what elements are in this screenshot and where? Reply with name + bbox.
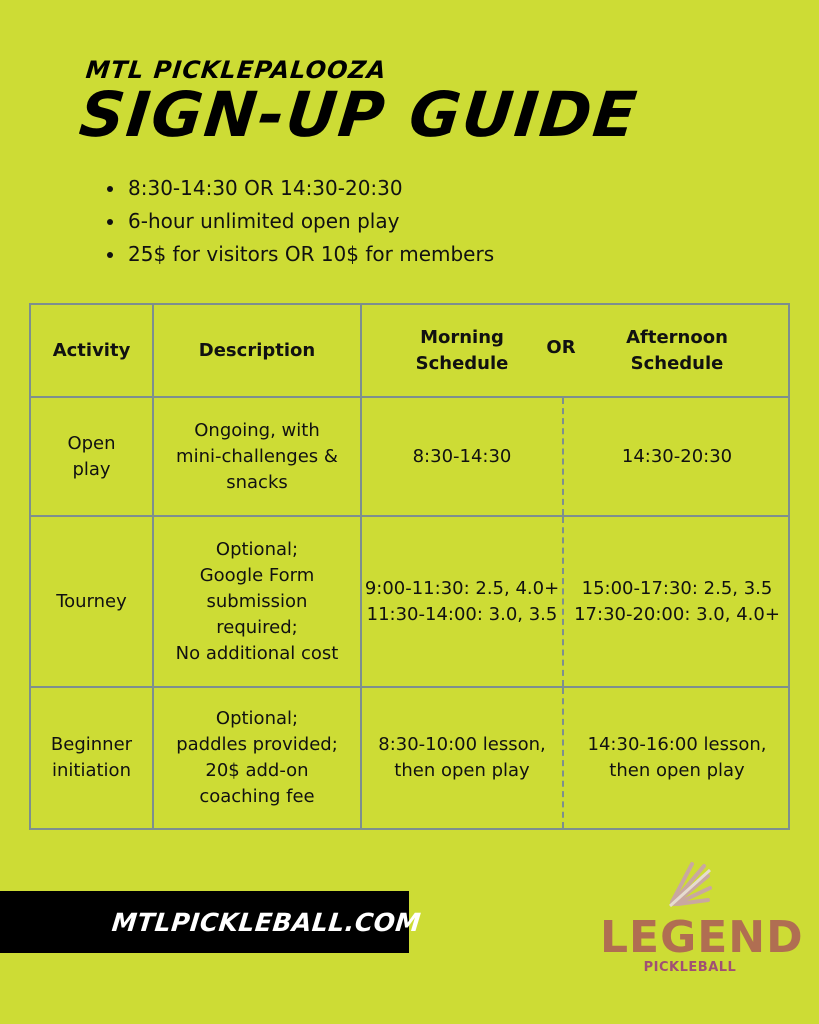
cell-activity: Open play [67, 432, 116, 480]
website-banner[interactable] [0, 891, 423, 953]
cell-afternoon: 14:30-16:00 lesson, then open play [587, 734, 767, 781]
cell-activity: Beginner initiation [50, 734, 133, 781]
header-activity: Activity [52, 339, 131, 361]
cell-description: Optional; Google Form submission required; No additional cost [175, 538, 339, 664]
cell-afternoon: 15:00-17:30: 2.5, 3.5 17:30-20:00: 3.0, 4.0+ [574, 577, 780, 625]
schedule-table [29, 303, 790, 830]
pickleball-fan-icon [664, 860, 716, 908]
cell-morning: 9:00-11:30: 2.5, 4.0+ 11:30-14:00: 3.0, 3.5 [364, 577, 560, 625]
list-item: • 8:30-14:30 OR 14:30-20:30 [126, 172, 494, 205]
header-morning: Morning Schedule [415, 326, 509, 374]
legend-pickleball-logo [600, 860, 804, 980]
cell-description: Optional; paddles provided; 20$ add-on coaching fee [176, 708, 338, 807]
cell-morning: 8:30-14:30 [412, 445, 512, 467]
cell-afternoon: 14:30-20:30 [621, 445, 733, 467]
logo-word: LEGEND [600, 912, 804, 963]
cell-activity: Tourney [56, 590, 127, 612]
list-item: • 6-hour unlimited open play [126, 205, 494, 238]
website-link[interactable]: MTLPICKLEBALL.COM [110, 907, 423, 937]
logo-subword: PICKLEBALL [643, 960, 737, 975]
header-afternoon: Afternoon Schedule [626, 326, 728, 374]
header-or: OR [546, 337, 576, 358]
header-description: Description [198, 339, 316, 361]
list-item: • 25$ for visitors OR 10$ for members [126, 238, 494, 271]
cell-description: Ongoing, with mini-challenges & snacks [176, 419, 338, 493]
info-list [104, 172, 494, 271]
cell-morning: 8:30-10:00 lesson, then open play [378, 734, 546, 781]
event-kicker: MTL PICKLEPALOOZA [84, 56, 388, 84]
page-title: SIGN-UP GUIDE [76, 78, 642, 151]
